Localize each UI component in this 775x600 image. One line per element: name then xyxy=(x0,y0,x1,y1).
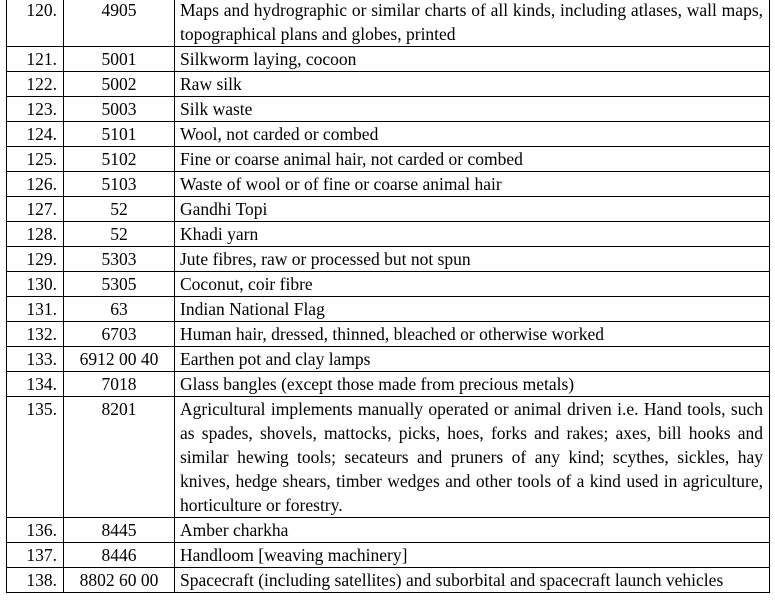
description-cell: Raw silk xyxy=(175,72,770,97)
table-row xyxy=(7,222,770,247)
description-cell: Maps and hydrographic or similar charts of all kinds, including atlases, wall maps, topographical plans and globes, printed xyxy=(175,0,770,47)
table-row xyxy=(7,568,770,593)
description-cell: Amber charkha xyxy=(175,518,770,543)
serial-number-cell: 129. xyxy=(7,247,64,272)
hsn-code-cell: 8201 xyxy=(64,397,175,518)
table-row xyxy=(7,347,770,372)
description-cell: Earthen pot and clay lamps xyxy=(175,347,770,372)
description-cell: Fine or coarse animal hair, not carded or combed xyxy=(175,147,770,172)
table-row xyxy=(7,172,770,197)
hsn-code-cell: 8446 xyxy=(64,543,175,568)
table-row xyxy=(7,47,770,72)
serial-number-cell: 123. xyxy=(7,97,64,122)
hsn-code-cell: 8802 60 00 xyxy=(64,568,175,593)
serial-number-cell: 136. xyxy=(7,518,64,543)
hsn-code-cell: 5102 xyxy=(64,147,175,172)
serial-number-cell: 126. xyxy=(7,172,64,197)
serial-number-cell: 132. xyxy=(7,322,64,347)
description-cell: Coconut, coir fibre xyxy=(175,272,770,297)
table-row xyxy=(7,72,770,97)
serial-number-cell: 128. xyxy=(7,222,64,247)
hsn-code-cell: 8445 xyxy=(64,518,175,543)
serial-number-cell: 133. xyxy=(7,347,64,372)
serial-number-cell: 122. xyxy=(7,72,64,97)
hsn-code-cell: 5305 xyxy=(64,272,175,297)
table-row xyxy=(7,322,770,347)
hsn-code-cell: 5002 xyxy=(64,72,175,97)
hsn-code-cell: 7018 xyxy=(64,372,175,397)
description-cell: Waste of wool or of fine or coarse animal hair xyxy=(175,172,770,197)
serial-number-cell: 121. xyxy=(7,47,64,72)
table-row xyxy=(7,0,770,47)
description-cell: Agricultural implements manually operated or animal driven i.e. Hand tools, such as spades, shovels, mattocks, picks, hoes, forks and rakes; axes, bill hooks and similar hewing tools; secateurs and pruners of any kind; scythes, sickles, hay knives, hedge shears, timber wedges and other tools of a kind used in agriculture, horticulture or forestry. xyxy=(175,397,770,518)
serial-number-cell: 127. xyxy=(7,197,64,222)
table-row xyxy=(7,297,770,322)
serial-number-cell: 134. xyxy=(7,372,64,397)
serial-number-cell: 124. xyxy=(7,122,64,147)
hsn-code-cell: 52 xyxy=(64,197,175,222)
serial-number-cell: 135. xyxy=(7,397,64,518)
description-cell: Human hair, dressed, thinned, bleached or otherwise worked xyxy=(175,322,770,347)
description-cell: Indian National Flag xyxy=(175,297,770,322)
serial-number-cell: 120. xyxy=(7,0,64,47)
hsn-code-cell: 6912 00 40 xyxy=(64,347,175,372)
hsn-code-cell: 5101 xyxy=(64,122,175,147)
description-cell: Gandhi Topi xyxy=(175,197,770,222)
description-cell: Silk waste xyxy=(175,97,770,122)
description-cell: Khadi yarn xyxy=(175,222,770,247)
hsn-code-cell: 5001 xyxy=(64,47,175,72)
serial-number-cell: 137. xyxy=(7,543,64,568)
table-row xyxy=(7,272,770,297)
hsn-code-cell: 6703 xyxy=(64,322,175,347)
description-cell: Silkworm laying, cocoon xyxy=(175,47,770,72)
hsn-code-cell: 52 xyxy=(64,222,175,247)
serial-number-cell: 130. xyxy=(7,272,64,297)
table-row xyxy=(7,147,770,172)
hsn-code-cell: 4905 xyxy=(64,0,175,47)
hsn-code-cell: 5003 xyxy=(64,97,175,122)
description-cell: Wool, not carded or combed xyxy=(175,122,770,147)
table-row xyxy=(7,122,770,147)
table-row xyxy=(7,543,770,568)
hsn-code-cell: 5103 xyxy=(64,172,175,197)
goods-table-body xyxy=(7,0,770,593)
description-cell: Spacecraft (including satellites) and suborbital and spacecraft launch vehicles xyxy=(175,568,770,593)
table-row xyxy=(7,247,770,272)
serial-number-cell: 125. xyxy=(7,147,64,172)
serial-number-cell: 138. xyxy=(7,568,64,593)
table-row xyxy=(7,518,770,543)
description-cell: Handloom [weaving machinery] xyxy=(175,543,770,568)
table-row xyxy=(7,97,770,122)
description-cell: Glass bangles (except those made from precious metals) xyxy=(175,372,770,397)
table-row xyxy=(7,197,770,222)
table-row xyxy=(7,397,770,518)
goods-table xyxy=(6,0,770,593)
description-cell: Jute fibres, raw or processed but not spun xyxy=(175,247,770,272)
hsn-code-cell: 5303 xyxy=(64,247,175,272)
table-row xyxy=(7,372,770,397)
hsn-code-cell: 63 xyxy=(64,297,175,322)
serial-number-cell: 131. xyxy=(7,297,64,322)
